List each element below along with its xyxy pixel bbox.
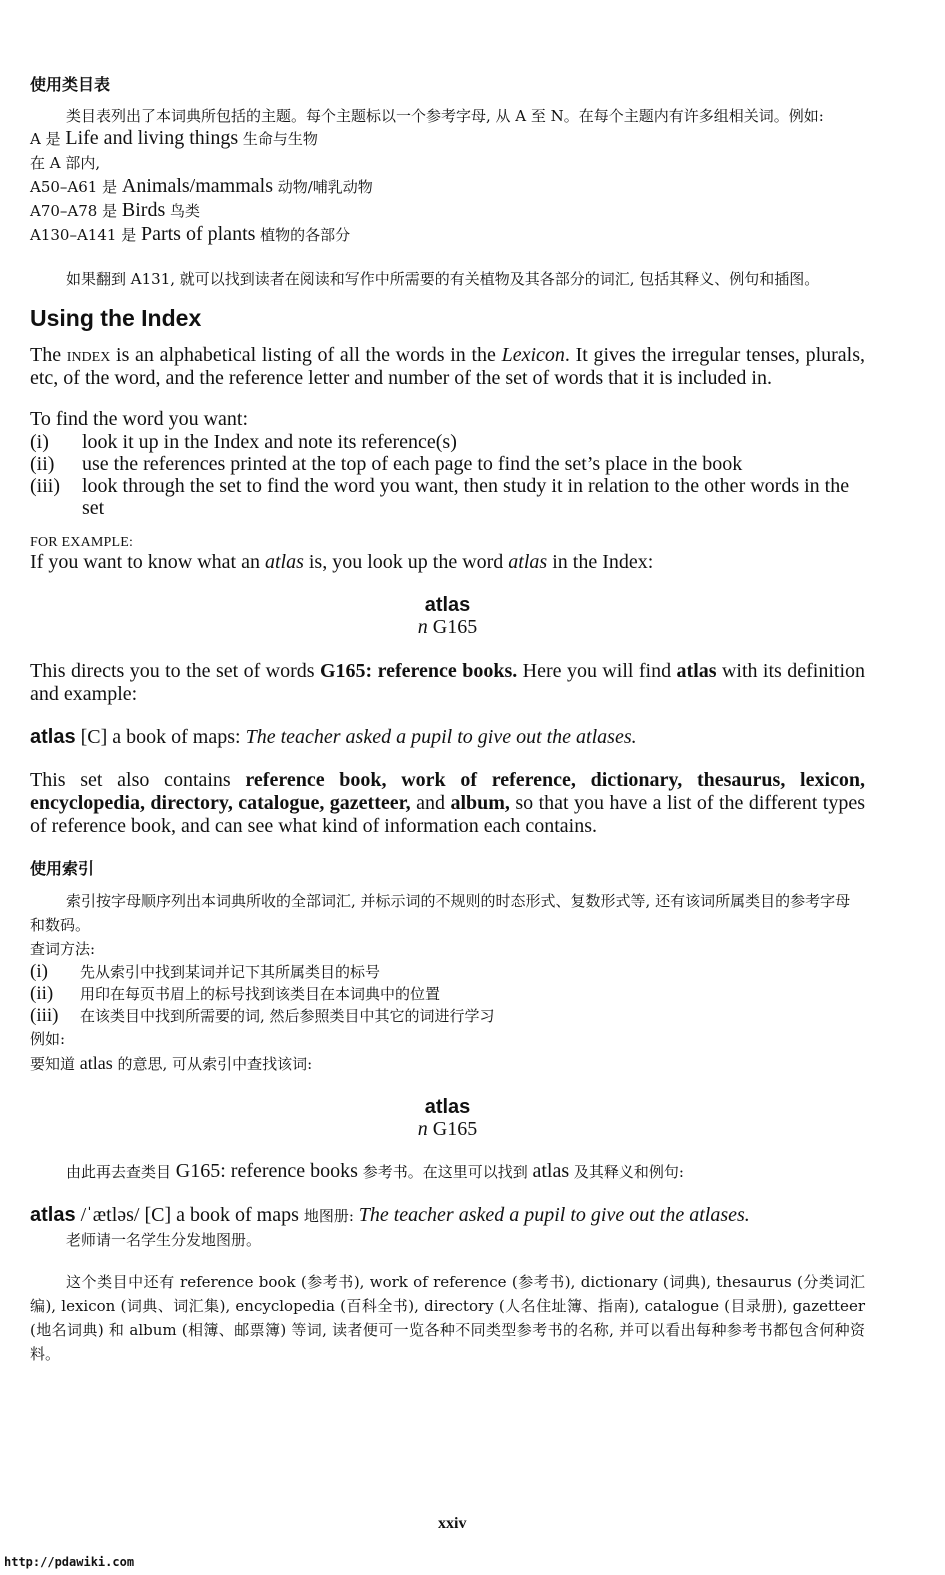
example-sentence: If you want to know what an atlas is, you look up the word atlas in the Index: [30,551,654,573]
list-item: (i) 先从索引中找到某词并记下其所属类目的标号 [30,961,381,982]
directs-paragraph-zh: 由此再去查类目 G165: reference books 参考书。在这里可以找到 atlas 及其释义和例句: [66,1160,684,1182]
index-entry-word: atlas [424,594,471,616]
index-intro-paragraph: The index is an alphabetical listing of all the words in the Lexicon. It gives the irregular tenses, plurals, etc, of the word, and the reference letter and number of the set of words that it is included in. [30,344,865,389]
page-number: xxiv [438,1515,467,1532]
page [30,72,865,1366]
list-item: (ii) 用印在每页书眉上的标号找到该类目在本词典中的位置 [30,983,441,1004]
definition-example-translation: 老师请一名学生分发地图册。 [66,1231,262,1249]
index-entry-reference: n G165 [417,1118,478,1140]
find-word-steps [30,431,865,519]
for-example-label-zh: 例如: [30,1030,66,1048]
find-word-intro: To find the word you want: [30,408,249,430]
definition-example-zh: atlas /ˈætləs/ [C] a book of maps 地图册: The teacher asked a pupil to give out the atlases. [30,1204,750,1226]
definition-example: atlas [C] a book of maps: The teacher asked a pupil to give out the atlases. [30,726,637,748]
index-entry-reference: n G165 [417,616,478,638]
section-heading-using-index: Using the Index [30,305,202,331]
index-intro-zh-paragraph: 索引按字母顺序列出本词典所收的全部词汇, 并标示词的不规则的时态形式、复数形式等, 还有该词所属类目的参考字母和数码。 [30,892,851,934]
list-item: (ii) use the references printed at the top of each page to find the set’s place in the book [30,453,743,475]
section-heading-category-table: 使用类目表 [30,75,111,94]
example-sentence-zh: 要知道 atlas 的意思, 可从索引中查找该词: [30,1053,313,1073]
set-contains-paragraph-zh: 这个类目中还有 reference book (参考书), work of reference (参考书), dictionary (词典), thesaurus (分类词汇编), lexicon (词典、词汇集), encyclopedia (百科全书), directory (人名住址簿、指南), catalogue (目录册), gazetteer (地名词典) 和 album (相簿、邮票簿) 等词, 读者便可一览各种不同类型参考书的名称, 并可以看出每种参考书都包含何种资料。 [30,1273,865,1363]
source-url: http://pdawiki.com [4,1555,135,1569]
category-lookup-paragraph: 如果翻到 A131, 就可以找到读者在阅读和写作中所需要的有关植物及其各部分的词汇, 包括其释义、例句和插图。 [66,270,820,288]
directs-paragraph: This directs you to the set of words G165: reference books. Here you will find atlas with its definition and example: [30,660,866,705]
list-item: (iii) 在该类目中找到所需要的词, 然后参照类目中其它的词进行学习 [30,1005,495,1026]
category-example-line: A70–A78 是 Birds 鸟类 [30,199,201,221]
category-intro-paragraph: 类目表列出了本词典所包括的主题。每个主题标以一个参考字母, 从 A 至 N。在每个主题内有许多组相关词。例如: [66,107,824,125]
index-entry-example-zh [30,1096,865,1140]
index-entry-word: atlas [424,1096,471,1118]
list-item: (iii) look through the set to find the word you want, then study it in relation to the other words in the set [30,475,850,519]
category-example-line: 在 A 部内, [30,154,101,172]
find-word-intro-zh: 查词方法: [30,940,96,958]
category-example-line: A130–A141 是 Parts of plants 植物的各部分 [30,223,351,245]
for-example-label: FOR EXAMPLE: [30,535,134,550]
list-item: (i) look it up in the Index and note its reference(s) [30,431,457,453]
set-contains-paragraph: This set also contains reference book, work of reference, dictionary, thesaurus, lexicon, encyclopedia, directory, catalogue, gazetteer, and album, so that you have a list of the different types of reference book, and can see what kind of information each contains. [30,769,865,837]
category-example-line: A 是 Life and living things 生命与生物 [30,127,318,149]
index-entry-example [30,594,865,638]
section-heading-using-index-zh: 使用索引 [30,859,95,878]
category-example-line: A50–A61 是 Animals/mammals 动物/哺乳动物 [30,175,373,197]
find-word-steps-zh [30,961,865,1027]
